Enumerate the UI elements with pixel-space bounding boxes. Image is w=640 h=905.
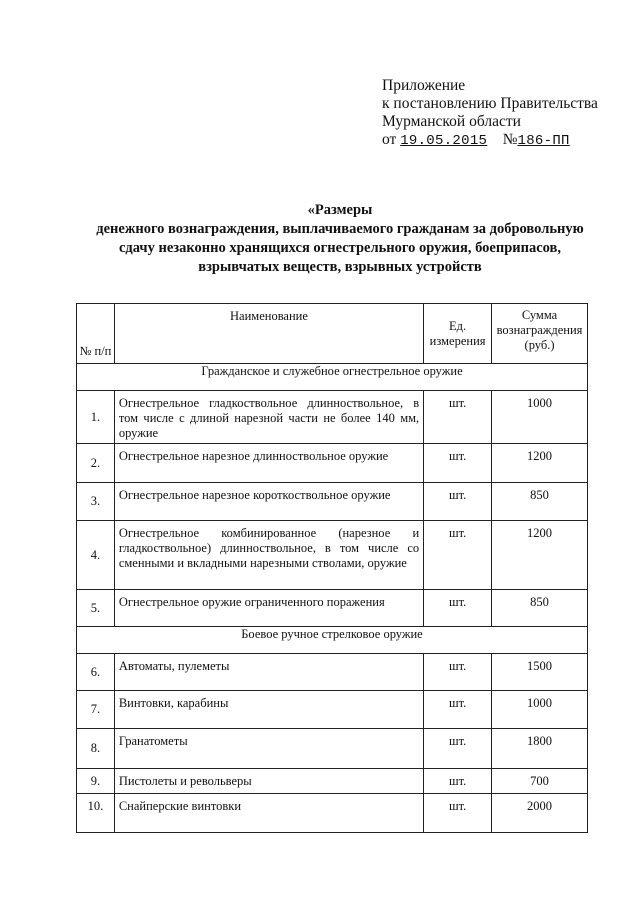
row-sum: 1800 [492,729,588,769]
table-row [77,391,588,444]
row-sum: 850 [492,590,588,627]
row-name: Огнестрельное нарезное длинноствольное оружие [114,444,423,483]
row-unit: шт. [424,590,492,627]
header-unit: Ед. измерения [424,304,492,364]
appendix-date-number [382,131,598,150]
section-row [77,364,588,391]
row-sum: 1000 [492,691,588,729]
table-row [77,654,588,691]
header-num: № п/п [77,304,115,364]
row-num: 10. [77,794,115,833]
row-unit: шт. [424,483,492,521]
row-name: Огнестрельное гладкоствольное длинноствольное, в том числе с длиной нарезной части не более 140 мм, оружие [114,391,423,444]
row-unit: шт. [424,654,492,691]
appendix-label: Приложение [382,77,466,94]
appendix-header [382,77,598,150]
row-num: 5. [77,590,115,627]
row-num: 6. [77,654,115,691]
row-sum: 1000 [492,391,588,444]
row-unit: шт. [424,769,492,794]
row-sum: 1200 [492,444,588,483]
title-line-3: сдачу незаконно хранящихся огнестрельного оружия, боеприпасов, [118,240,562,256]
table-header-row [77,304,588,364]
row-name: Винтовки, карабины [114,691,423,729]
row-unit: шт. [424,794,492,833]
row-unit: шт. [424,691,492,729]
row-unit: шт. [424,729,492,769]
table-row [77,691,588,729]
row-sum: 850 [492,483,588,521]
table-row [77,590,588,627]
table-row [77,729,588,769]
appendix-number: 186-ПП [517,133,570,149]
row-num: 4. [77,521,115,590]
row-name: Автоматы, пулеметы [114,654,423,691]
row-num: 9. [77,769,115,794]
table-row [77,769,588,794]
rewards-table [76,303,588,833]
document-title [60,201,620,277]
row-sum: 1200 [492,521,588,590]
title-line-4: взрывчатых веществ, взрывных устройств [198,259,482,275]
appendix-region: Мурманской области [382,113,521,130]
title-line-1: «Размеры [307,202,373,218]
row-unit: шт. [424,521,492,590]
row-num: 7. [77,691,115,729]
row-sum: 700 [492,769,588,794]
section-row [77,627,588,654]
table-row [77,521,588,590]
row-name: Пистолеты и револьверы [114,769,423,794]
section-combat: Боевое ручное стрелковое оружие [77,627,588,654]
row-sum: 2000 [492,794,588,833]
header-name: Наименование [114,304,423,364]
row-num: 8. [77,729,115,769]
appendix-num-sign: № [502,131,518,148]
table-row [77,483,588,521]
row-name: Огнестрельное нарезное короткоствольное оружие [114,483,423,521]
row-name: Гранатометы [114,729,423,769]
row-sum: 1500 [492,654,588,691]
row-unit: шт. [424,391,492,444]
row-name: Огнестрельное оружие ограниченного поражения [114,590,423,627]
row-num: 1. [77,391,115,444]
title-line-2: денежного вознаграждения, выплачиваемого гражданам за добровольную [96,221,584,237]
appendix-from: от [382,131,397,148]
row-num: 3. [77,483,115,521]
section-civil: Гражданское и служебное огнестрельное оружие [77,364,588,391]
row-unit: шт. [424,444,492,483]
row-name: Огнестрельное комбинированное (нарезное и гладкоствольное) длинноствольное, в том числе со сменными и вкладными нарезными стволами, оружие [114,521,423,590]
table-row [77,794,588,833]
table-row [77,444,588,483]
row-num: 2. [77,444,115,483]
header-sum: Сумма вознаграждения (руб.) [492,304,588,364]
appendix-date: 19.05.2015 [400,133,488,149]
appendix-decree: к постановлению Правительства [382,95,598,112]
row-name: Снайперские винтовки [114,794,423,833]
